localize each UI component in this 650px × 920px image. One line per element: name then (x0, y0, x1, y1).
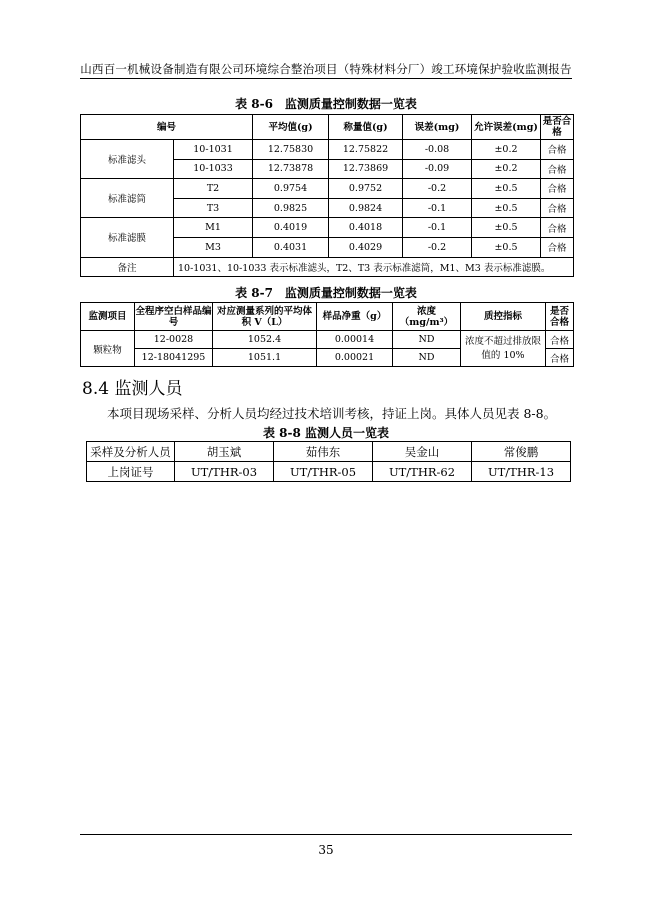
group-label: 标准滤膜 (81, 218, 174, 257)
table-row (81, 179, 574, 199)
footer-rule (80, 834, 572, 835)
group-label: 标准滤筒 (81, 179, 174, 218)
header-weighed: 称量值(g) (329, 115, 403, 140)
cell: -0.09 (403, 159, 472, 179)
cell: 合格 (541, 198, 574, 218)
remark-label: 备注 (81, 257, 174, 277)
cell: 0.9825 (253, 198, 329, 218)
cell: 合格 (546, 331, 574, 349)
table-row (81, 218, 574, 238)
cell: 12.73869 (329, 159, 403, 179)
header-blank-id: 全程序空白样品编号 (135, 303, 213, 331)
cell: 0.4018 (329, 218, 403, 238)
cell: 12.75830 (253, 140, 329, 160)
row-label: 采样及分析人员 (87, 442, 175, 462)
table-8-6 (80, 114, 574, 277)
cell: 合格 (541, 140, 574, 160)
cell: 合格 (541, 179, 574, 199)
cell: 1051.1 (213, 349, 317, 367)
cell: UT/THR-03 (175, 462, 274, 482)
report-header: 山西百一机械设备制造有限公司环境综合整治项目（特殊材料分厂）竣工环境保护验收监测报告 (80, 62, 572, 76)
header-net-weight: 样品净重（g） (317, 303, 393, 331)
body-paragraph: 本项目现场采样、分析人员均经过技术培训考核，持证上岗。具体人员见表 8-8。 (107, 406, 557, 421)
cell: -0.2 (403, 237, 472, 257)
cell: 合格 (541, 218, 574, 238)
cell: 吴金山 (373, 442, 472, 462)
cell: T3 (174, 198, 253, 218)
cell: 0.00021 (317, 349, 393, 367)
table-8-7-caption: 表 8-7 监测质量控制数据一览表 (235, 286, 417, 300)
cell: 0.9754 (253, 179, 329, 199)
cell: ±0.2 (472, 159, 541, 179)
remark-row (81, 257, 574, 277)
cell: UT/THR-62 (373, 462, 472, 482)
table-row (81, 331, 574, 349)
group-label: 标准滤头 (81, 140, 174, 179)
cell: 合格 (541, 237, 574, 257)
cell: 1052.4 (213, 331, 317, 349)
cell: ±0.5 (472, 218, 541, 238)
cell: 胡玉斌 (175, 442, 274, 462)
header-qc-index: 质控指标 (461, 303, 546, 331)
cell: 12.75822 (329, 140, 403, 160)
cell: -0.1 (403, 198, 472, 218)
cell: 0.00014 (317, 331, 393, 349)
cell: T2 (174, 179, 253, 199)
page-number: 35 (318, 843, 334, 857)
cell: 0.9824 (329, 198, 403, 218)
header-avg-volume: 对应测量系列的平均体积 V（L） (213, 303, 317, 331)
header-error: 误差(mg) (403, 115, 472, 140)
header-average: 平均值(g) (253, 115, 329, 140)
cell: -0.2 (403, 179, 472, 199)
section-title: 8.4 监测人员 (82, 379, 183, 399)
table-8-8-caption: 表 8-8 监测人员一览表 (262, 426, 390, 440)
header-item: 监测项目 (81, 303, 135, 331)
cell: UT/THR-13 (472, 462, 571, 482)
cell: 0.9752 (329, 179, 403, 199)
header-allowed-error: 允许误差(mg) (472, 115, 541, 140)
cell: 12-18041295 (135, 349, 213, 367)
cell: UT/THR-05 (274, 462, 373, 482)
cell: ±0.5 (472, 198, 541, 218)
cell: 0.4019 (253, 218, 329, 238)
cell: ±0.2 (472, 140, 541, 160)
cell: -0.1 (403, 218, 472, 238)
cell: -0.08 (403, 140, 472, 160)
cell: 常俊鹏 (472, 442, 571, 462)
header-id: 编号 (81, 115, 253, 140)
cell: 10-1033 (174, 159, 253, 179)
cell: 12.73878 (253, 159, 329, 179)
cell: 12-0028 (135, 331, 213, 349)
cell: M1 (174, 218, 253, 238)
cell: 合格 (546, 349, 574, 367)
row-label: 上岗证号 (87, 462, 175, 482)
cell: 0.4029 (329, 237, 403, 257)
cell: 合格 (541, 159, 574, 179)
cell: ND (393, 349, 461, 367)
cell: ±0.5 (472, 237, 541, 257)
qc-index: 浓度不超过排放限值的 10% (461, 331, 546, 367)
item-label: 颗粒物 (81, 331, 135, 367)
table-8-8 (86, 441, 571, 482)
header-qualified: 是否合格 (541, 115, 574, 140)
table-row (87, 462, 571, 482)
table-8-7 (80, 302, 574, 367)
header-rule (80, 78, 572, 79)
cell: ND (393, 331, 461, 349)
header-concentration: 浓度（mg/m³） (393, 303, 461, 331)
table-row (81, 140, 574, 160)
remark-text: 10-1031、10-1033 表示标准滤头，T2、T3 表示标准滤筒，M1、M3 表示标准滤膜。 (174, 257, 574, 277)
table-row (87, 442, 571, 462)
header-qualified: 是否合格 (546, 303, 574, 331)
table-8-6-caption: 表 8-6 监测质量控制数据一览表 (235, 97, 417, 111)
cell: M3 (174, 237, 253, 257)
cell: 10-1031 (174, 140, 253, 160)
cell: 茹伟东 (274, 442, 373, 462)
cell: ±0.5 (472, 179, 541, 199)
cell: 0.4031 (253, 237, 329, 257)
